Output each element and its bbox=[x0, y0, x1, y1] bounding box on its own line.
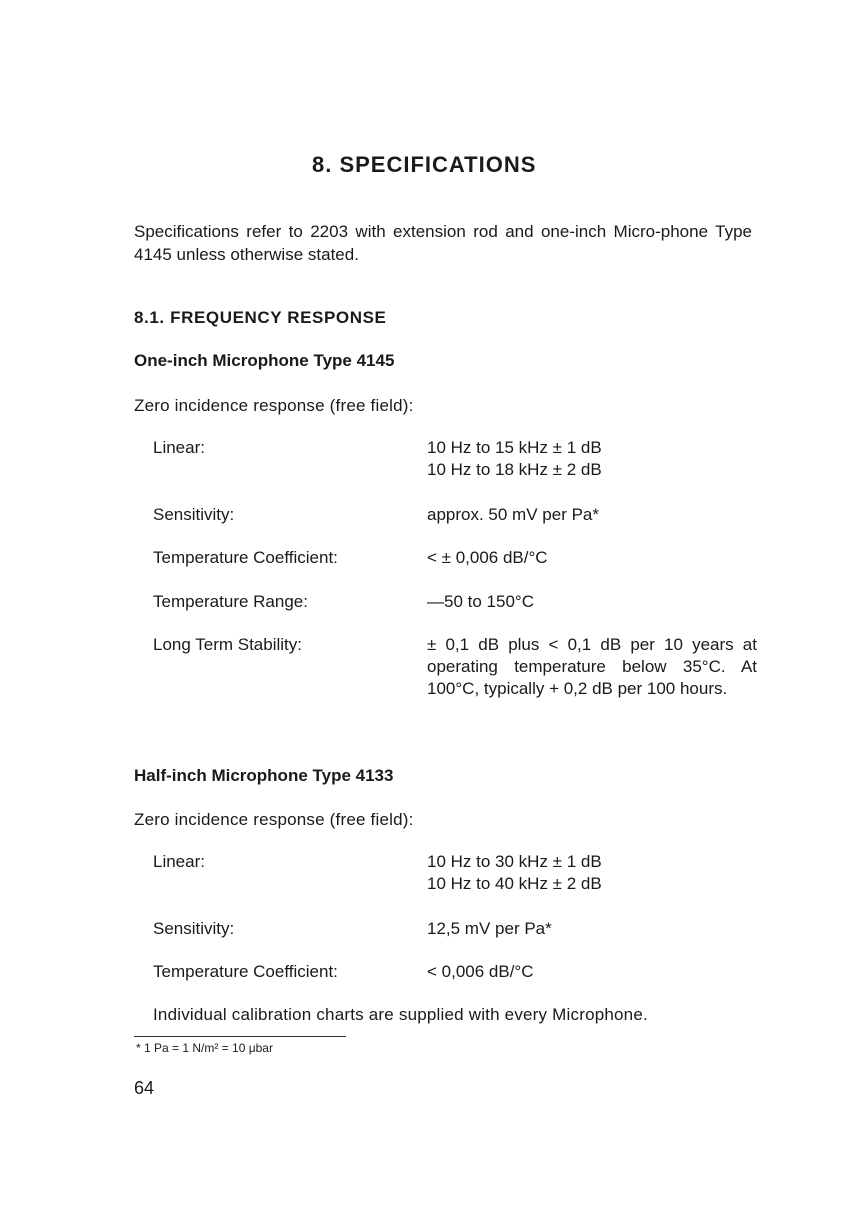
half-inch-temp-coef-label: Temperature Coefficient: bbox=[153, 962, 338, 981]
footnote-divider bbox=[134, 1036, 346, 1037]
one-inch-heading: One-inch Microphone Type 4145 bbox=[134, 351, 395, 370]
half-inch-subheading: Zero incidence response (free field): bbox=[134, 810, 414, 829]
intro-paragraph: Specifications refer to 2203 with extension rod and one-inch Micro-phone Type 4145 unless otherwise stated. bbox=[134, 222, 752, 264]
half-inch-temp-coef-value: < 0,006 dB/°C bbox=[427, 962, 534, 981]
page-title: 8. SPECIFICATIONS bbox=[312, 152, 537, 177]
one-inch-temp-range-value: —50 to 150°C bbox=[427, 592, 534, 611]
footnote: * 1 Pa = 1 N/m² = 10 μbar bbox=[136, 1041, 273, 1055]
half-inch-linear-value-2: 10 Hz to 40 kHz ± 2 dB bbox=[427, 874, 602, 893]
one-inch-temp-range-label: Temperature Range: bbox=[153, 592, 308, 611]
section-heading: 8.1. FREQUENCY RESPONSE bbox=[134, 308, 387, 327]
half-inch-heading: Half-inch Microphone Type 4133 bbox=[134, 766, 394, 785]
one-inch-linear-value-2: 10 Hz to 18 kHz ± 2 dB bbox=[427, 460, 602, 479]
calibration-note: Individual calibration charts are supplied with every Microphone. bbox=[153, 1005, 648, 1024]
one-inch-temp-coef-value: < ± 0,006 dB/°C bbox=[427, 548, 548, 567]
one-inch-temp-coef-label: Temperature Coefficient: bbox=[153, 548, 338, 567]
page-number: 64 bbox=[134, 1078, 155, 1098]
one-inch-linear-label: Linear: bbox=[153, 438, 205, 457]
half-inch-sensitivity-label: Sensitivity: bbox=[153, 919, 235, 938]
one-inch-sensitivity-label: Sensitivity: bbox=[153, 505, 235, 524]
one-inch-sensitivity-value: approx. 50 mV per Pa* bbox=[427, 505, 599, 524]
half-inch-sensitivity-value: 12,5 mV per Pa* bbox=[427, 919, 552, 938]
half-inch-linear-label: Linear: bbox=[153, 852, 205, 871]
one-inch-stability-label: Long Term Stability: bbox=[153, 635, 302, 654]
half-inch-linear-value-1: 10 Hz to 30 kHz ± 1 dB bbox=[427, 852, 602, 871]
one-inch-subheading: Zero incidence response (free field): bbox=[134, 396, 414, 415]
one-inch-stability-value: ± 0,1 dB plus < 0,1 dB per 10 years at operating temperature below 35°C. At 100°C, typically + 0,2 dB per 100 hours. bbox=[427, 635, 757, 698]
one-inch-linear-value-1: 10 Hz to 15 kHz ± 1 dB bbox=[427, 438, 602, 457]
